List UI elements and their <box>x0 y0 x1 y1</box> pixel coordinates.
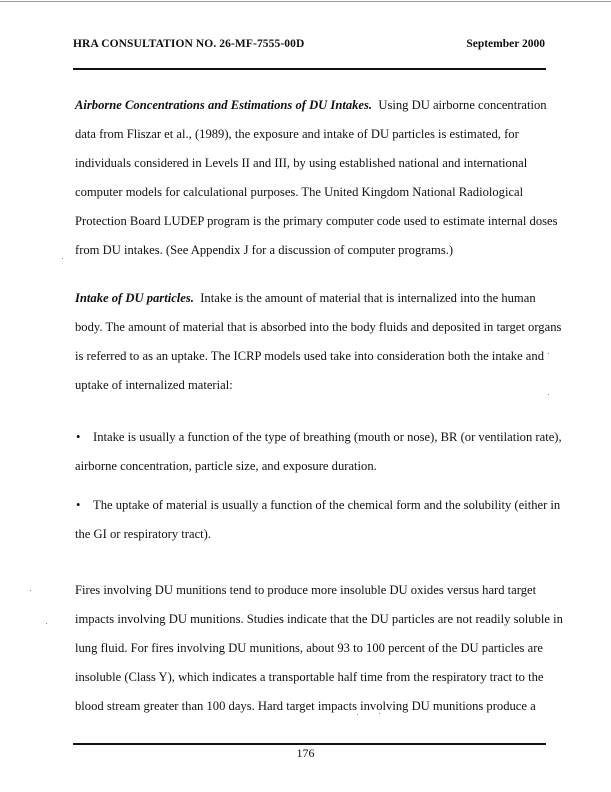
paragraph-line: Airborne Concentrations and Estimations of DU Intakes. Using DU airborne concentration <box>75 98 547 112</box>
scan-speck <box>548 353 549 354</box>
scan-speck <box>357 714 358 715</box>
paragraph-line: body. The amount of material that is absorbed into the body fluids and deposited in target organs <box>75 320 562 334</box>
scan-speck <box>30 590 31 591</box>
paragraph-line: data from Fliszar et al., (1989), the exposure and intake of DU particles is estimated, for <box>75 127 519 141</box>
paragraph-line: Intake of DU particles. Intake is the amount of material that is internalized into the human <box>75 291 536 305</box>
paragraph-line: blood stream greater than 100 days. Hard target impacts involving DU munitions produce a <box>75 699 536 713</box>
bullet-line: the GI or respiratory tract). <box>75 527 212 541</box>
footer-rule <box>73 743 546 745</box>
bullet-line: airborne concentration, particle size, and exposure duration. <box>75 459 377 473</box>
bullet-icon: • <box>76 498 81 512</box>
paragraph-line: Fires involving DU munitions tend to produce more insoluble DU oxides versus hard target <box>75 583 537 597</box>
running-header <box>73 38 545 54</box>
paragraph-line: from DU intakes. (See Appendix J for a discussion of computer programs.) <box>75 243 454 257</box>
header-rule <box>73 68 546 70</box>
paragraph-line: impacts involving DU munitions. Studies indicate that the DU particles are not readily soluble in <box>75 612 563 626</box>
section-heading: Intake of DU particles. <box>75 291 194 305</box>
paragraph-line: uptake of internalized material: <box>75 378 233 392</box>
document-date: September 2000 <box>466 38 545 50</box>
page-number: 176 <box>296 746 315 760</box>
bullet-line: The uptake of material is usually a function of the chemical form and the solubility (either in <box>93 498 561 512</box>
paragraph-line: is referred to as an uptake. The ICRP models used take into consideration both the intake and <box>75 349 544 363</box>
section-heading: Airborne Concentrations and Estimations of DU Intakes. <box>75 98 373 112</box>
scan-speck <box>379 713 380 714</box>
bullet-line: Intake is usually a function of the type of breathing (mouth or nose), BR (or ventilation rate), <box>93 430 562 444</box>
paragraph-line: insoluble (Class Y), which indicates a transportable half time from the respiratory tract to the <box>75 670 544 684</box>
scan-top-edge <box>0 1 611 2</box>
paragraph-line: Protection Board LUDEP program is the primary computer code used to estimate internal doses <box>75 214 558 228</box>
bullet-icon: • <box>76 430 81 444</box>
scan-speck <box>62 258 63 259</box>
scan-speck <box>548 394 549 395</box>
paragraph-line: lung fluid. For fires involving DU munitions, about 93 to 100 percent of the DU particles are <box>75 641 543 655</box>
paragraph-line: individuals considered in Levels II and III, by using established national and international <box>75 156 528 170</box>
paragraph-line: computer models for calculational purposes. The United Kingdom National Radiological <box>75 185 524 199</box>
document-id: HRA CONSULTATION NO. 26-MF-7555-00D <box>73 38 305 50</box>
scan-speck <box>46 623 47 624</box>
